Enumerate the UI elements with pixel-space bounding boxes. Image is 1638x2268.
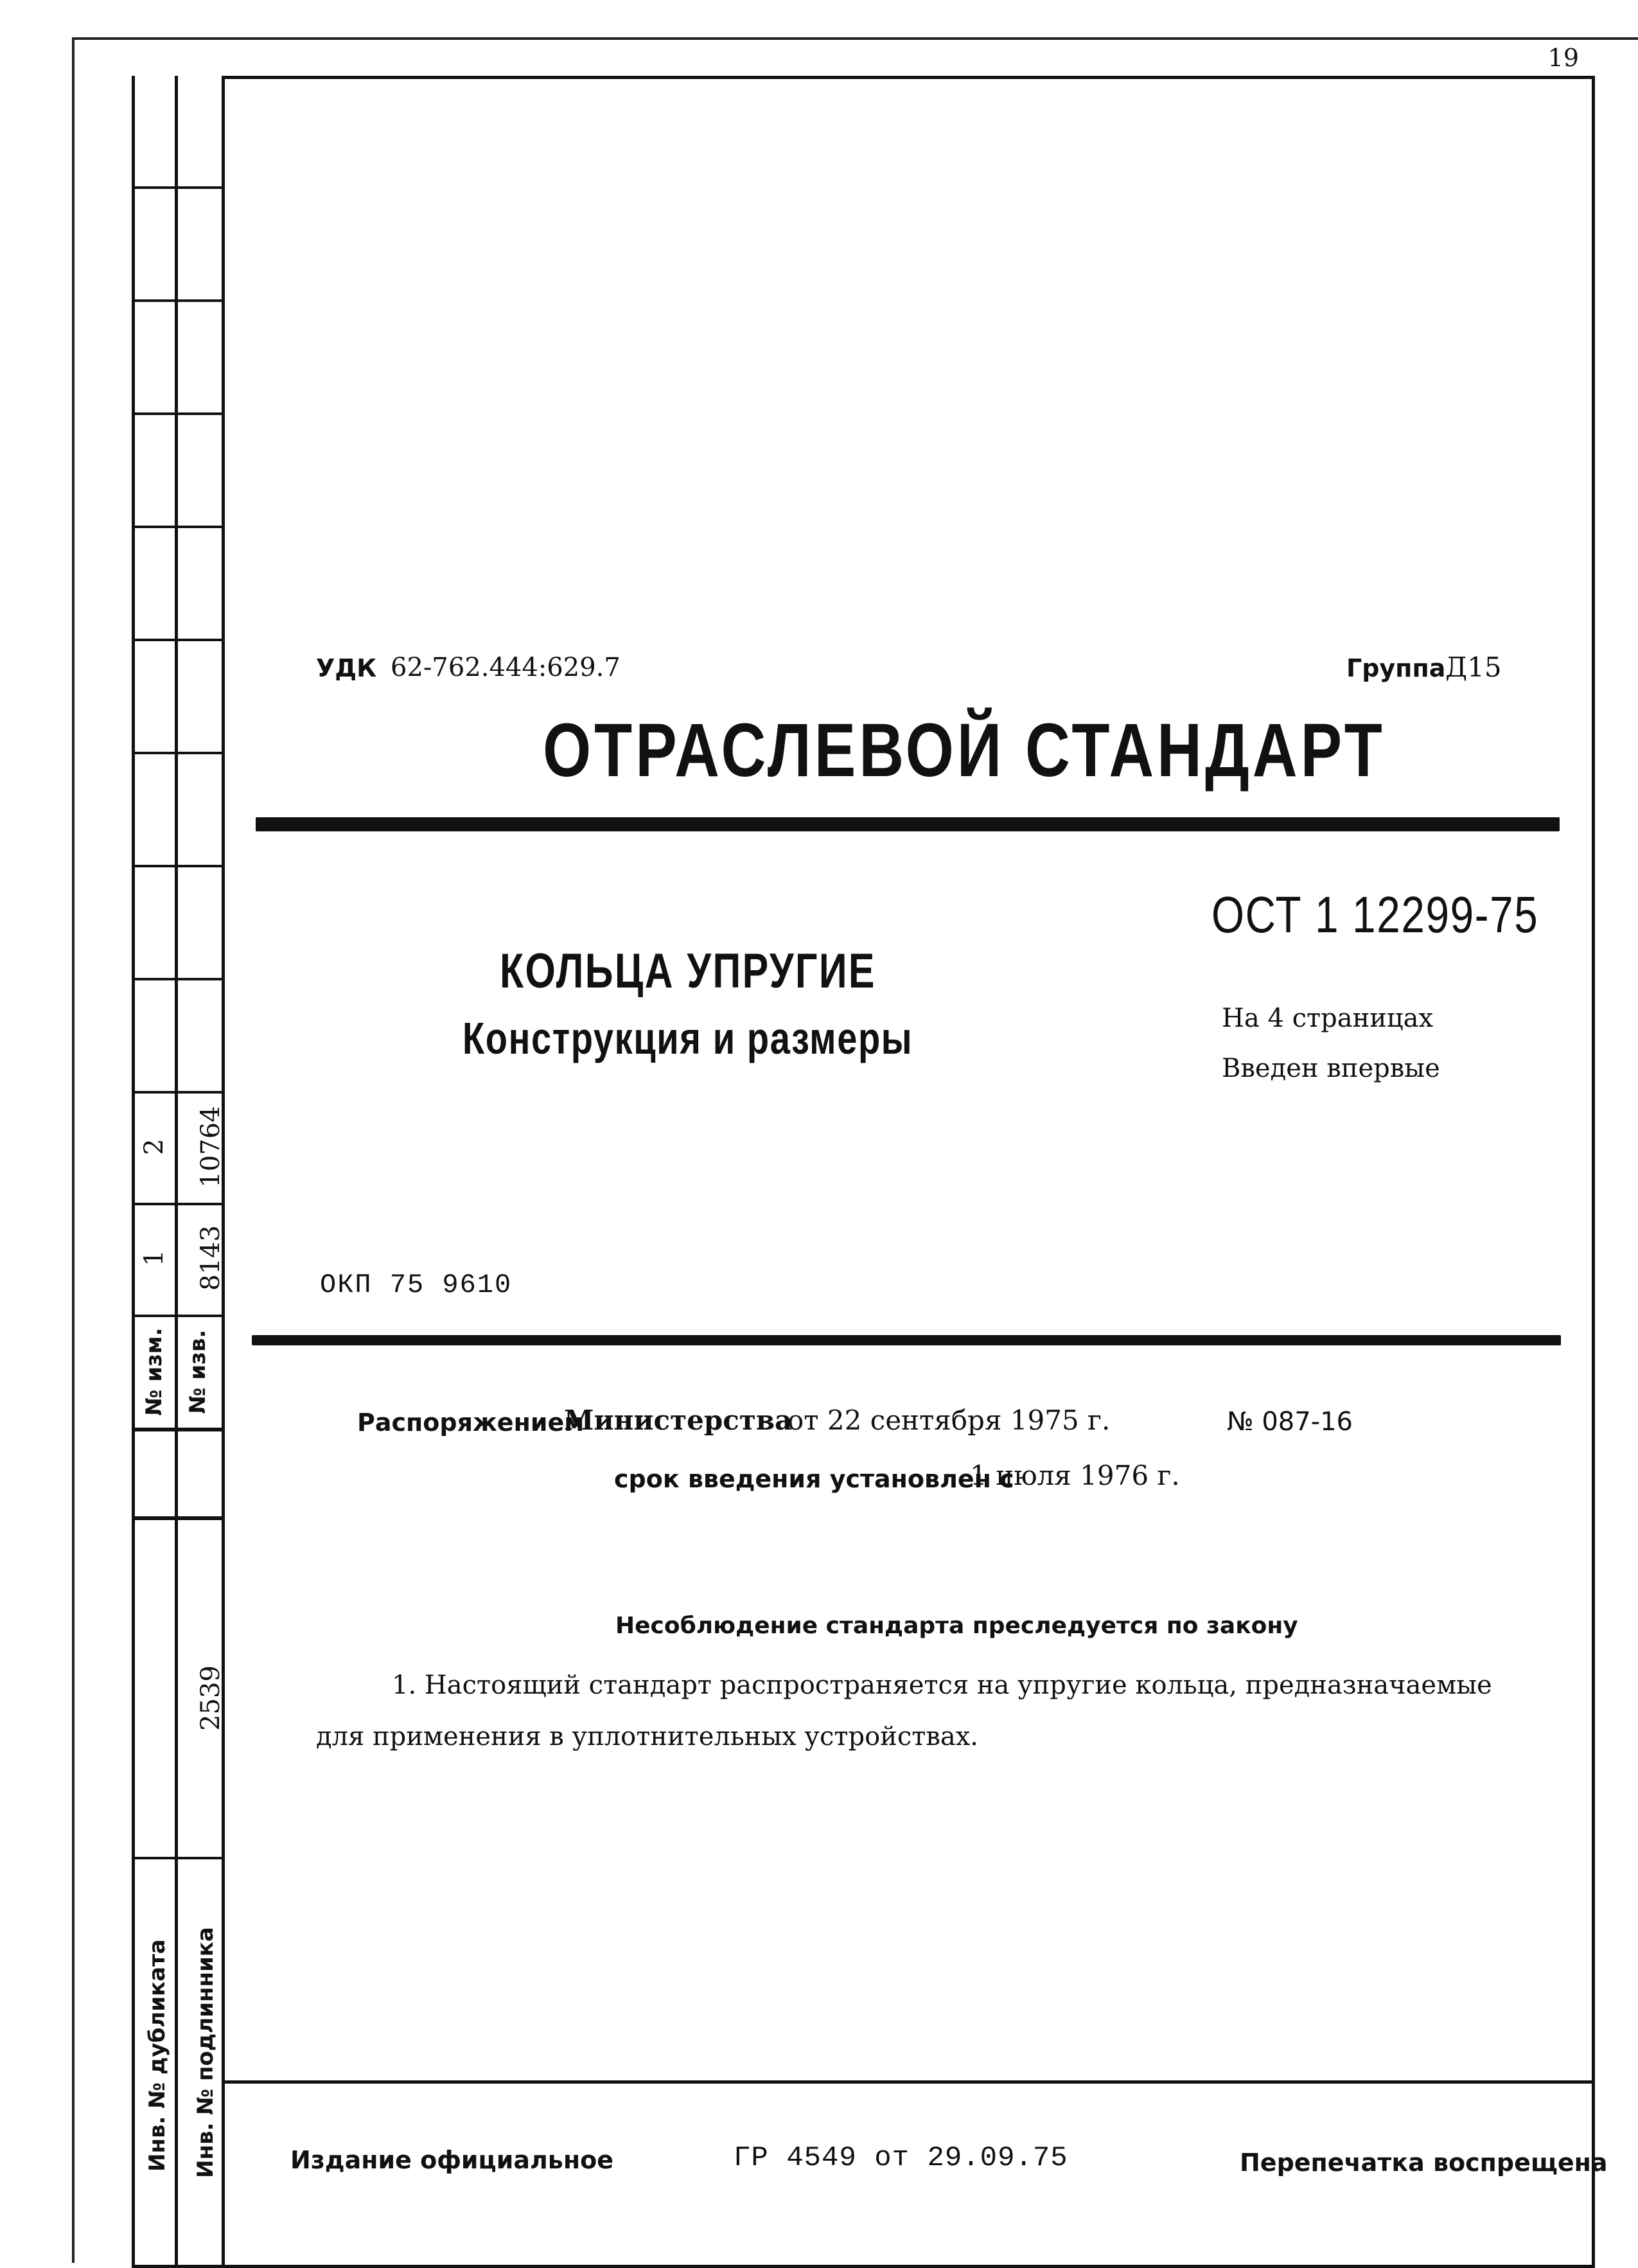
strip-cell-line [132, 186, 222, 189]
standard-subtitle: Конструкция и размеры [462, 1013, 913, 1063]
strip-duplicate-label: Инв. № дубликата [145, 1939, 170, 2172]
strip-change-1: 1 [139, 1250, 169, 1266]
paragraph-1-line-1: 1. Настоящий стандарт распространяется на упругие кольца, предназначаемые [392, 1670, 1492, 1700]
strip-cell-line [132, 1516, 222, 1520]
standard-subject: КОЛЬЦА УПРУГИЕ [500, 944, 876, 998]
strip-cell-line [132, 978, 222, 980]
footer-copy-notice: Перепечатка воспрещена [1240, 2148, 1608, 2177]
side-strip-divider [175, 76, 178, 2268]
term-label: срок введения установлен с [614, 1465, 1014, 1493]
footer-rule [222, 2080, 1595, 2084]
strip-cell-line [132, 865, 222, 867]
strip-original-value: 2539 [196, 1665, 225, 1731]
strip-notice-2: 10764 [196, 1106, 225, 1188]
strip-cell-line [132, 299, 222, 302]
okp-rule [252, 1335, 1561, 1345]
order-number: № 087-16 [1227, 1407, 1353, 1437]
footer-registration: ГР 4549 от 29.09.75 [734, 2142, 1068, 2174]
udk-code: 62-762.444:629.7 [391, 653, 621, 682]
strip-notice-1: 8143 [196, 1225, 225, 1291]
standard-number: ОСТ 1 12299-75 [1211, 886, 1539, 943]
strip-cell-line [132, 412, 222, 415]
term-date: 1 июля 1976 г. [970, 1460, 1180, 1491]
okp-code: ОКП 75 9610 [320, 1270, 513, 1300]
group-code: Д15 [1445, 651, 1502, 683]
paragraph-1-line-2: для применения в уплотнительных устройствах. [316, 1722, 979, 1751]
header-rule [256, 817, 1560, 831]
page-number: 19 [1547, 44, 1579, 72]
strip-change-2: 2 [139, 1138, 169, 1155]
order-ministry: Министерства [564, 1404, 793, 1436]
order-date: от 22 сентября 1975 г. [788, 1404, 1111, 1436]
strip-cell-line [132, 639, 222, 641]
law-notice: Несоблюдение стандарта преследуется по закону [615, 1613, 1298, 1639]
group-label: Группа [1346, 654, 1446, 682]
udk-label: УДК [316, 654, 377, 682]
strip-cell-line [132, 752, 222, 754]
pages-note: На 4 страницах [1222, 1004, 1434, 1033]
page-title: ОТРАСЛЕВОЙ СТАНДАРТ [543, 708, 1386, 793]
order-label: Распоряжением [357, 1408, 585, 1437]
strip-change-label: № изм. [141, 1327, 167, 1416]
strip-original-label: Инв. № подлинника [193, 1927, 218, 2178]
strip-notice-label: № изв. [185, 1329, 211, 1414]
strip-cell-line [132, 1857, 222, 1859]
footer-edition: Издание официальное [290, 2146, 613, 2174]
intro-note: Введен впервые [1222, 1054, 1440, 1083]
strip-cell-line [132, 526, 222, 528]
main-frame [222, 76, 1595, 2268]
